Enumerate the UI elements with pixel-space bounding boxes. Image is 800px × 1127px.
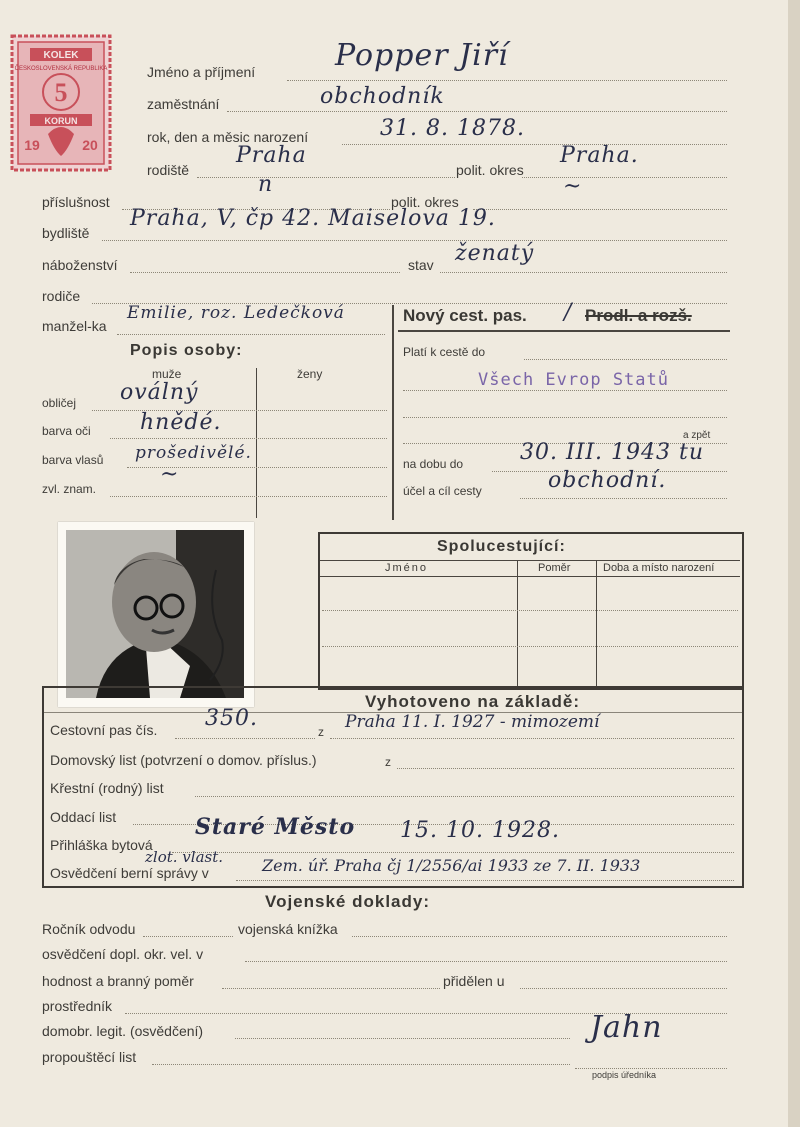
- line-polit-okres-2: [473, 209, 727, 210]
- stamp-top-text: KOLEK: [43, 50, 79, 61]
- line-domovsky: [397, 768, 734, 769]
- line-plati-2: [403, 390, 727, 391]
- value-osvedceni: Zem. úř. Praha čj 1/2556/ai 1933 ze 7. II. 1933: [262, 856, 641, 875]
- label-stav: stav: [408, 257, 434, 273]
- line-nabozenstvi: [130, 272, 400, 273]
- spolu-col-divider-2: [596, 561, 597, 686]
- label-domobr: domobr. legit. (osvědčení): [42, 1023, 204, 1039]
- heading-vyhotoveno: Vyhotoveno na základě:: [365, 692, 581, 711]
- line-osvedceni-dopl: [245, 961, 727, 962]
- label-manzel: manžel-ka: [42, 318, 107, 334]
- label-pridelen: přidělen u: [443, 973, 505, 989]
- heading-popis-osoby: Popis osoby:: [130, 342, 243, 359]
- line-podpis: [575, 1068, 727, 1069]
- label-barva-vlasu: barva vlasů: [42, 453, 104, 467]
- label-jmeno: Jméno a příjmení: [147, 64, 256, 80]
- spolu-header-line: [320, 560, 740, 561]
- label-domovsky: Domovský list (potvrzení o domov. příslus.): [50, 752, 317, 768]
- col-jmeno: Jméno: [385, 562, 429, 574]
- value-pas-z: Praha 11. I. 1927 - mimozemí: [345, 712, 600, 732]
- line-oblicej: [92, 410, 387, 411]
- label-plati: Platí k cestě do: [403, 345, 486, 359]
- spolu-row-2: [322, 646, 738, 647]
- label-nabozenstvi: náboženství: [42, 257, 118, 273]
- label-osvedceni-berni: Osvědčení berní správy v: [50, 865, 209, 881]
- value-prihlaska: Staré Město: [195, 814, 356, 840]
- label-prostrednik: prostředník: [42, 998, 113, 1014]
- photo-portrait: [66, 530, 244, 698]
- value-manzel: Emilie, roz. Ledečková: [127, 303, 345, 323]
- passport-photo: [58, 522, 254, 707]
- line-barva-oci: [110, 438, 387, 439]
- spolu-col-divider-1: [517, 561, 518, 686]
- passport-underline: [398, 330, 730, 332]
- col-pomer: Poměr: [538, 562, 571, 574]
- line-propousteci: [152, 1064, 570, 1065]
- value-stav: ženatý: [455, 241, 535, 266]
- value-polit-okres-2: ~: [563, 174, 583, 199]
- col-doba: Doba a místo narození: [603, 562, 715, 574]
- label-barva-oci: barva oči: [42, 424, 91, 438]
- line-cestovni-pas: [175, 738, 315, 739]
- line-prihlaska: [172, 852, 734, 853]
- stamp-vsech-evrop-statu: Všech Evrop Statů: [478, 370, 669, 390]
- spolu-col-header-line: [320, 576, 740, 577]
- line-ucel: [520, 498, 727, 499]
- label-narozeni: rok, den a měsic narození: [147, 129, 309, 145]
- label-polit-okres-2: polit. okres: [391, 194, 459, 210]
- label-knizka: vojenská knížka: [238, 921, 338, 937]
- official-signature: Jahn: [590, 1010, 663, 1045]
- value-bydliste: Praha, V, čp 42. Maiselova 19.: [130, 206, 496, 231]
- line-stav: [440, 272, 727, 273]
- value-oblicej: oválný: [120, 380, 199, 405]
- label-bydliste: bydliště: [42, 225, 90, 241]
- label-prislusnost: příslušnost: [42, 194, 110, 210]
- revenue-stamp: [10, 34, 112, 172]
- label-rocnik: Ročník odvodu: [42, 921, 136, 937]
- line-pridelen: [520, 988, 727, 989]
- line-domobr: [235, 1038, 570, 1039]
- line-rocnik: [143, 936, 233, 937]
- value-ucel: obchodní.: [548, 468, 667, 493]
- label-zeny: ženy: [297, 367, 323, 381]
- label-osvedceni-dopl: osvědčení dopl. okr. vel. v: [42, 946, 204, 962]
- value-barva-vlasu: prošedivělé.: [135, 443, 252, 463]
- label-polit-okres: polit. okres: [456, 162, 524, 178]
- label-krestni: Křestní (rodný) list: [50, 780, 164, 796]
- value-na-dobu: 30. III. 1943 tu: [520, 440, 705, 465]
- label-z-2: z: [385, 755, 391, 769]
- line-manzel: [117, 334, 385, 335]
- label-prihlaska: Přihláška bytová: [50, 837, 153, 853]
- line-jmeno: [287, 80, 727, 81]
- line-osvedceni-berni: [236, 880, 734, 881]
- line-plati: [524, 359, 727, 360]
- line-zamestnani: [227, 111, 727, 112]
- heading-prodl-strikethrough: Prodl. a rozš.: [585, 306, 692, 325]
- line-plati-3: [403, 417, 727, 418]
- page-edge: [788, 0, 800, 1127]
- value-jmeno: Popper Jiří: [335, 38, 509, 73]
- label-propousteci: propouštěcí list: [42, 1049, 137, 1065]
- label-oddaci: Oddací list: [50, 809, 117, 825]
- label-muze: muže: [152, 367, 182, 381]
- value-narozeni: 31. 8. 1878.: [380, 116, 525, 141]
- value-prihlaska-date: 15. 10. 1928.: [400, 818, 560, 843]
- label-rodice: rodiče: [42, 288, 81, 304]
- portrait-figure: [66, 530, 244, 698]
- value-zvl-znam: ~: [160, 462, 180, 487]
- stamp-value: 5: [54, 78, 68, 107]
- label-a-zpet: a zpět: [683, 430, 711, 441]
- line-krestni: [195, 796, 734, 797]
- line-pas-z: [330, 738, 734, 739]
- label-cestovni-pas: Cestovní pas čís.: [50, 722, 158, 738]
- value-cestovni-pas: 350.: [205, 706, 258, 731]
- section-divider: [392, 305, 394, 520]
- stamp-year-left: 19: [24, 137, 40, 153]
- value-osvedceni-pre: zlot. vlast.: [145, 848, 224, 866]
- heading-spolucestujici: Spolucestující:: [437, 538, 566, 555]
- value-polit-okres: Praha.: [560, 143, 639, 168]
- passport-slash: /: [564, 300, 573, 325]
- label-zvl-znam: zvl. znam.: [42, 482, 97, 496]
- heading-vojenske-doklady: Vojenské doklady:: [265, 892, 431, 911]
- line-bydliste: [102, 240, 727, 241]
- label-zamestnani: zaměstnání: [147, 96, 220, 112]
- line-rodiste: [197, 177, 455, 178]
- label-na-dobu: na dobu do: [403, 457, 464, 471]
- stamp-band-text: ČESKOSLOVENSKÁ REPUBLIKA: [14, 66, 108, 72]
- value-barva-oci: hnědé.: [140, 410, 222, 435]
- line-hodnost: [222, 988, 440, 989]
- spolu-row-1: [322, 610, 738, 611]
- heading-novy-pas: Nový cest. pas.: [403, 306, 527, 325]
- value-rodiste: Praha: [236, 143, 307, 168]
- stamp-year-right: 20: [82, 137, 98, 153]
- value-zamestnani: obchodník: [320, 84, 445, 109]
- label-rodiste: rodiště: [147, 162, 190, 178]
- label-z-1: z: [318, 725, 324, 739]
- label-ucel: účel a cíl cesty: [403, 484, 482, 498]
- line-knizka: [352, 936, 727, 937]
- line-zvl-znam: [110, 496, 387, 497]
- value-prislusnost: n: [258, 172, 274, 197]
- label-oblicej: obličej: [42, 396, 77, 410]
- label-hodnost: hodnost a branný poměr: [42, 973, 194, 989]
- line-narozeni: [342, 144, 727, 145]
- line-polit-okres: [522, 177, 727, 178]
- stamp-currency: KORUN: [44, 116, 78, 126]
- label-podpis-urednika: podpis úředníka: [592, 1070, 657, 1080]
